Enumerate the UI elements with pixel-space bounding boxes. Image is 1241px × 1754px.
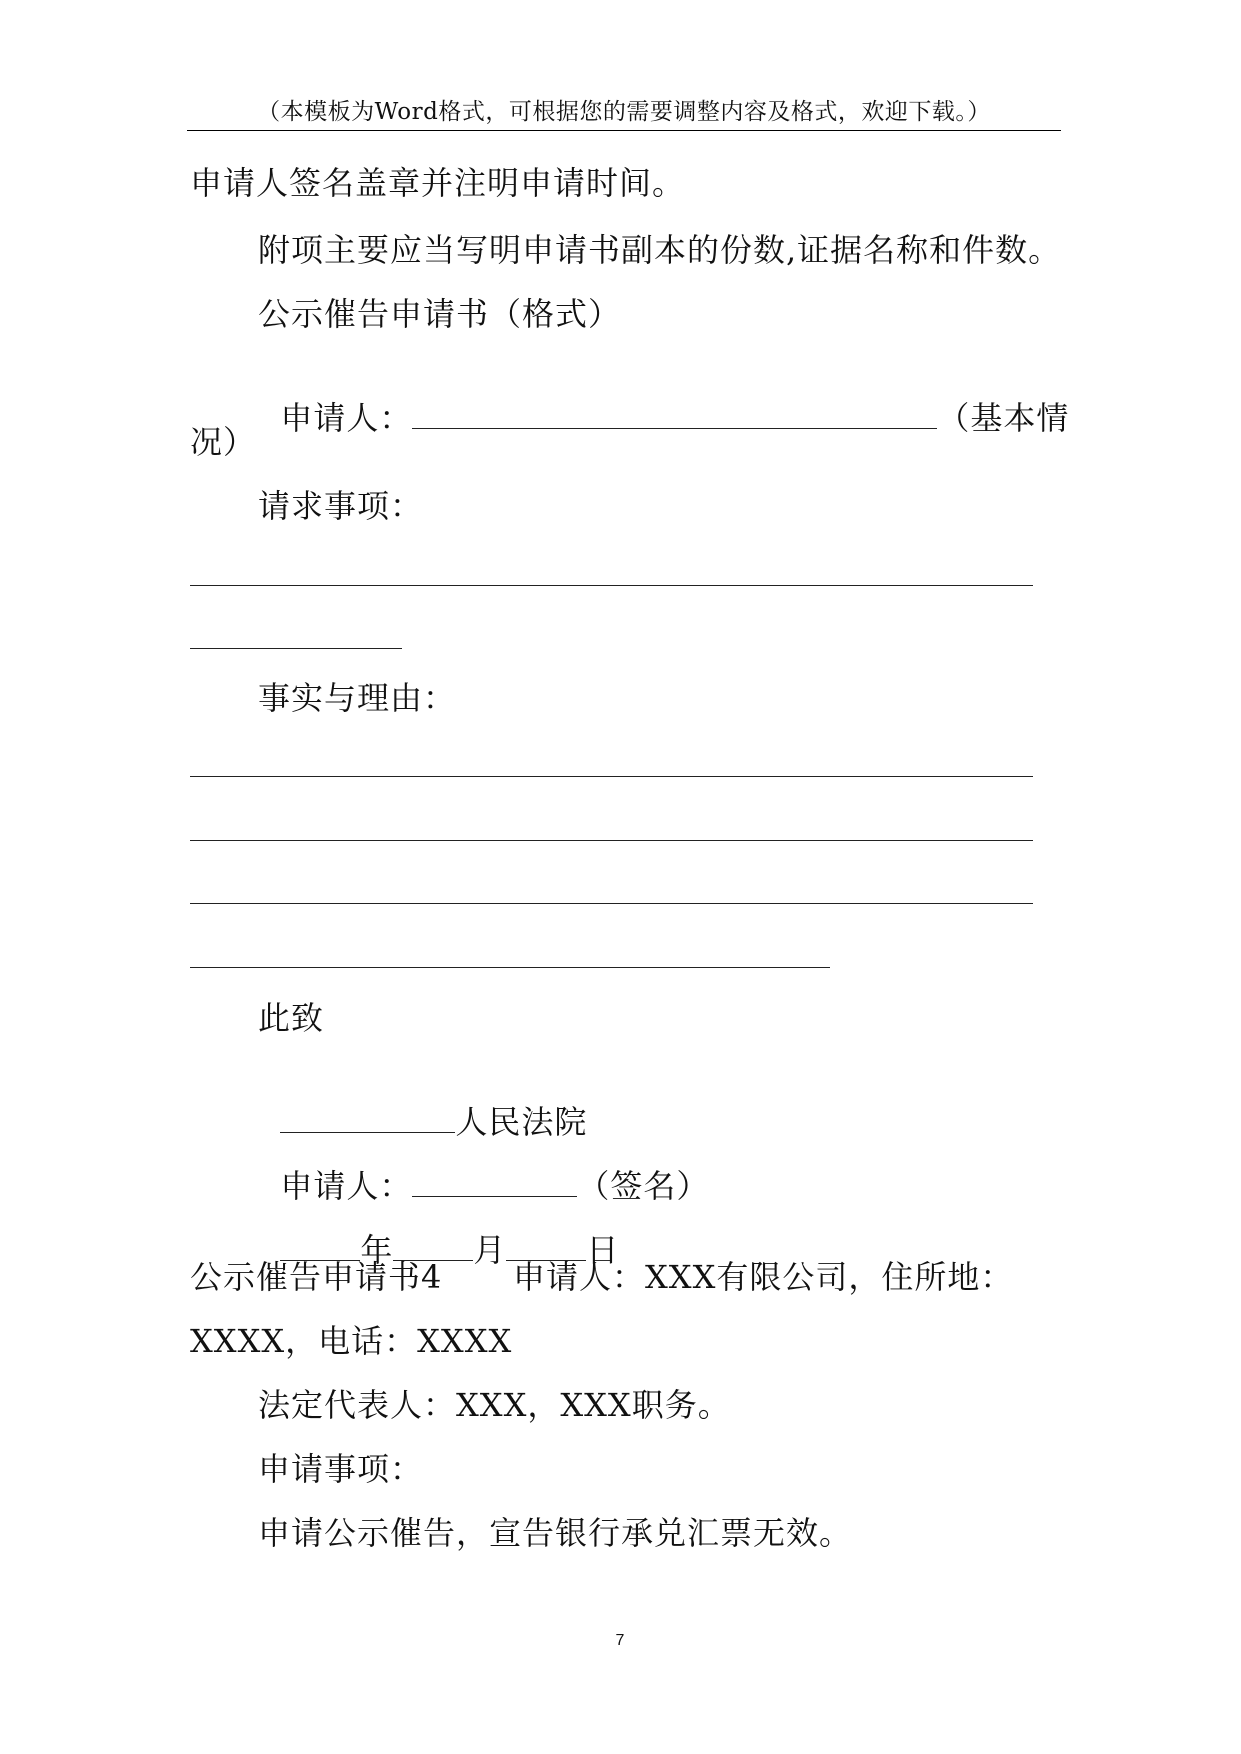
facts-blank-3: [190, 903, 1033, 904]
applicant-label: 申请人：: [280, 399, 413, 437]
facts-blank-2: [190, 840, 1033, 841]
month-label: 月: [473, 1231, 507, 1269]
sample-four-heading: 公示催告申请书4: [190, 1258, 443, 1296]
facts-blank-1: [190, 776, 1033, 777]
sample-four-applicant: 申请人：XXX有限公司，住所地：: [513, 1258, 1014, 1296]
paragraph-signature-note: 申请人签名盖章并注明申请时间。: [190, 164, 686, 202]
day-label: 日: [586, 1231, 620, 1269]
applicant-suffix: （基本情: [937, 399, 1070, 437]
signature-applicant-label: 申请人：: [280, 1167, 413, 1205]
sample-four-contact: XXXX，电话：XXXX: [190, 1322, 513, 1360]
request-items-label: 请求事项：: [258, 487, 424, 525]
template-note-header: （本模板为Word格式，可根据您的需要调整内容及格式，欢迎下载。）: [187, 94, 1061, 131]
facts-blank-4: [190, 967, 830, 968]
salutation: 此致: [258, 999, 325, 1037]
signature-suffix: （签名）: [577, 1167, 710, 1205]
year-label: 年: [360, 1231, 394, 1269]
applicant-line: [258, 358, 1069, 438]
request-items-blank-1: [190, 585, 1033, 586]
request-items-blank-2: [190, 648, 402, 649]
court-suffix: 人民法院: [455, 1103, 588, 1141]
facts-and-reasons-label: 事实与理由：: [258, 679, 457, 717]
legal-representative: 法定代表人：XXX，XXX职务。: [258, 1386, 731, 1424]
application-items-content: 申请公示催告，宣告银行承兑汇票无效。: [258, 1514, 853, 1552]
form-title: 公示催告申请书（格式）: [258, 295, 622, 333]
page-number: 7: [615, 1632, 625, 1649]
paragraph-attachments-note: 附项主要应当写明申请书副本的份数,证据名称和件数。: [258, 231, 1062, 269]
applicant-blank: [412, 400, 937, 429]
applicant-line-continued: 况）: [190, 423, 257, 461]
application-items-label: 申请事项：: [258, 1450, 424, 1488]
